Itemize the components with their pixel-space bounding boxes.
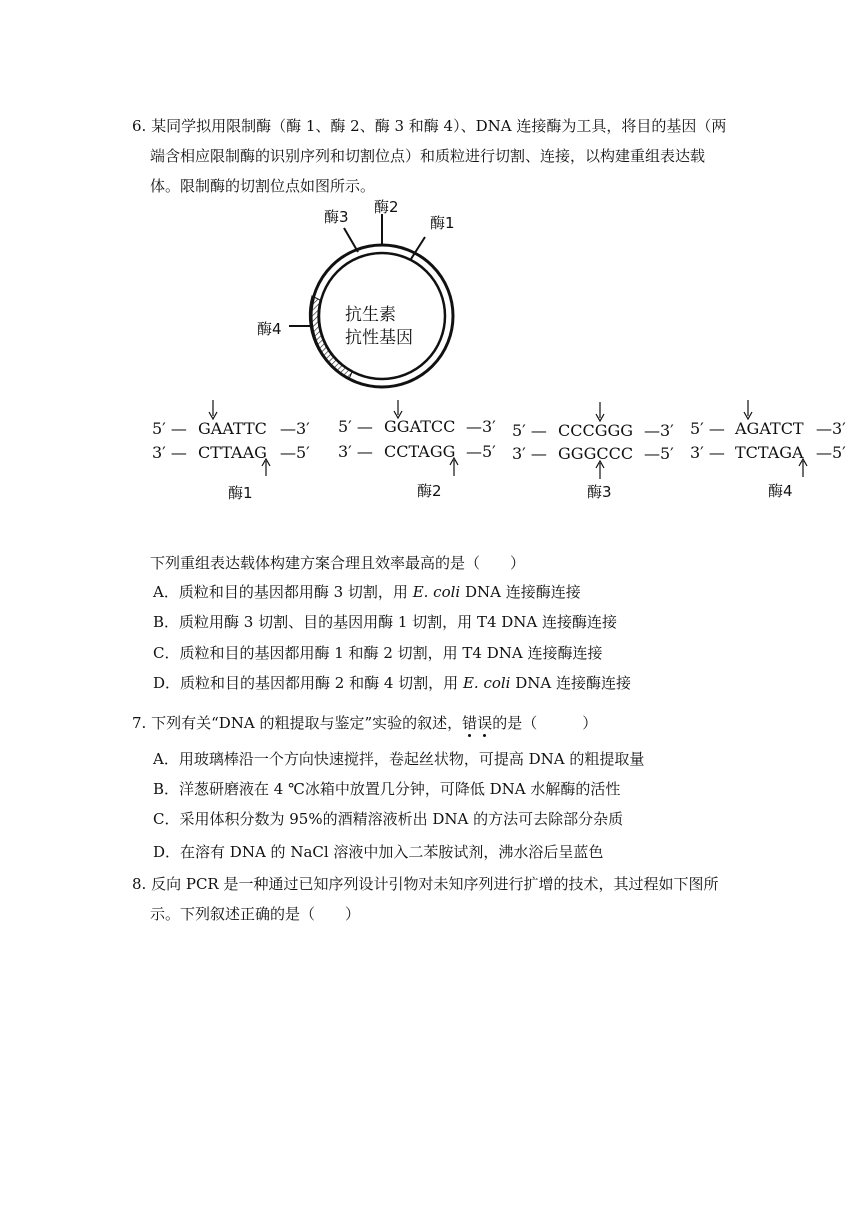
site1-bottom-5prime: —5′ <box>280 443 310 462</box>
q8-line-1: 8. 反向 PCR 是一种通过已知序列设计引物对未知序列进行扩增的技术，其过程如下图所 <box>132 875 719 893</box>
q6-option-d-italic: E. coli <box>462 674 511 692</box>
q7-emphasis-1: 错 <box>462 714 478 732</box>
q7-stem-post: 的是（ ） <box>492 714 598 732</box>
q6-option-d-post: DNA 连接酶连接 <box>510 674 632 692</box>
q7-option-c[interactable]: C．采用体积分数为 95%的酒精溶液析出 DNA 的方法可去除部分杂质 <box>153 810 624 828</box>
restriction-diagram <box>0 0 860 540</box>
site4-top-3prime: —3′ <box>816 419 846 438</box>
site2-bottom-5prime: —5′ <box>466 442 496 461</box>
site4-label: 酶4 <box>768 482 793 500</box>
q7-option-a[interactable]: A．用玻璃棒沿一个方向快速搅拌，卷起丝状物，可提高 DNA 的粗提取量 <box>153 750 645 768</box>
site1-bottom-seq: CTTAAG <box>198 443 267 462</box>
q6-option-a[interactable] <box>153 582 581 602</box>
site3-label: 酶3 <box>587 483 612 501</box>
site3-bottom-3prime: 3′ — <box>512 444 547 463</box>
site-enzyme3 <box>512 402 674 501</box>
plasmid-label-enz1: 酶1 <box>430 214 455 232</box>
site1-label: 酶1 <box>228 484 253 502</box>
q6-option-c[interactable]: C．质粒和目的基因都用酶 1 和酶 2 切割，用 T4 DNA 连接酶连接 <box>153 644 603 662</box>
site3-top-seq: CCCGGG <box>558 421 634 440</box>
q6-line-2: 端含相应限制酶的识别序列和切割位点）和质粒进行切割、连接，以构建重组表达载 <box>150 147 706 165</box>
site3-bottom-5prime: —5′ <box>644 444 674 463</box>
q7-emphasis-2: 误 <box>477 714 493 732</box>
q7-option-b[interactable]: B．洋葱研磨液在 4 ℃冰箱中放置几分钟，可降低 DNA 水解酶的活性 <box>153 780 621 798</box>
plasmid-circle <box>289 214 453 387</box>
site2-bottom-seq: CCTAGG <box>384 442 456 461</box>
q6-option-d-pre: D．质粒和目的基因都用酶 2 和酶 4 切割，用 <box>153 674 463 692</box>
q7-stem-pre: 7. 下列有关“DNA 的粗提取与鉴定”实验的叙述， <box>132 714 463 732</box>
q6-line-1: 6. 某同学拟用限制酶（酶 1、酶 2、酶 3 和酶 4）、DNA 连接酶为工具，将目的基因（两 <box>132 117 727 135</box>
site1-top-seq: GAATTC <box>198 419 267 438</box>
q6-line-3: 体。限制酶的切割位点如图所示。 <box>150 177 376 195</box>
site4-top-5prime: 5′ — <box>690 419 725 438</box>
site3-top-5prime: 5′ — <box>512 421 547 440</box>
site-enzyme1 <box>152 400 310 502</box>
site-enzyme2 <box>338 400 496 500</box>
q6-option-a-post: DNA 连接酶连接 <box>460 583 581 601</box>
site1-bottom-3prime: 3′ — <box>152 443 187 462</box>
plasmid-label-enz3: 酶3 <box>324 208 349 226</box>
site-enzyme4 <box>690 400 846 500</box>
q6-stem: 下列重组表达载体构建方案合理且效率最高的是（ ） <box>150 554 526 572</box>
site2-label: 酶2 <box>417 482 442 500</box>
q6-option-a-pre: A．质粒和目的基因都用酶 3 切割，用 <box>153 583 413 601</box>
site4-bottom-5prime: —5′ <box>816 443 846 462</box>
site2-bottom-3prime: 3′ — <box>338 442 373 461</box>
plasmid-label-enz2: 酶2 <box>374 198 399 216</box>
gene-label-line1: 抗生素 <box>345 305 396 325</box>
q7-option-d[interactable]: D．在溶有 DNA 的 NaCl 溶液中加入二苯胺试剂，沸水浴后呈蓝色 <box>153 843 604 861</box>
gene-label-line2: 抗性基因 <box>345 328 413 348</box>
site2-top-3prime: —3′ <box>466 417 496 436</box>
q6-option-a-italic: E. coli <box>412 583 461 601</box>
site1-top-5prime: 5′ — <box>152 419 187 438</box>
q6-option-d[interactable] <box>153 673 631 693</box>
site1-top-3prime: —3′ <box>280 419 310 438</box>
site3-top-3prime: —3′ <box>644 421 674 440</box>
plasmid-label-enz4: 酶4 <box>257 320 282 338</box>
site2-top-5prime: 5′ — <box>338 417 373 436</box>
site4-top-seq: AGATCT <box>735 419 804 438</box>
site3-bottom-seq: GGGCCC <box>558 444 634 463</box>
site4-bottom-3prime: 3′ — <box>690 443 725 462</box>
q8-line-2: 示。下列叙述正确的是（ ） <box>150 905 361 923</box>
enzyme3-site-line <box>344 228 358 252</box>
site2-top-seq: GGATCC <box>384 417 456 436</box>
site4-bottom-seq: TCTAGA <box>735 443 804 462</box>
q6-option-b[interactable]: B．质粒用酶 3 切割、目的基因用酶 1 切割，用 T4 DNA 连接酶连接 <box>153 613 618 631</box>
q7-stem <box>132 713 597 733</box>
